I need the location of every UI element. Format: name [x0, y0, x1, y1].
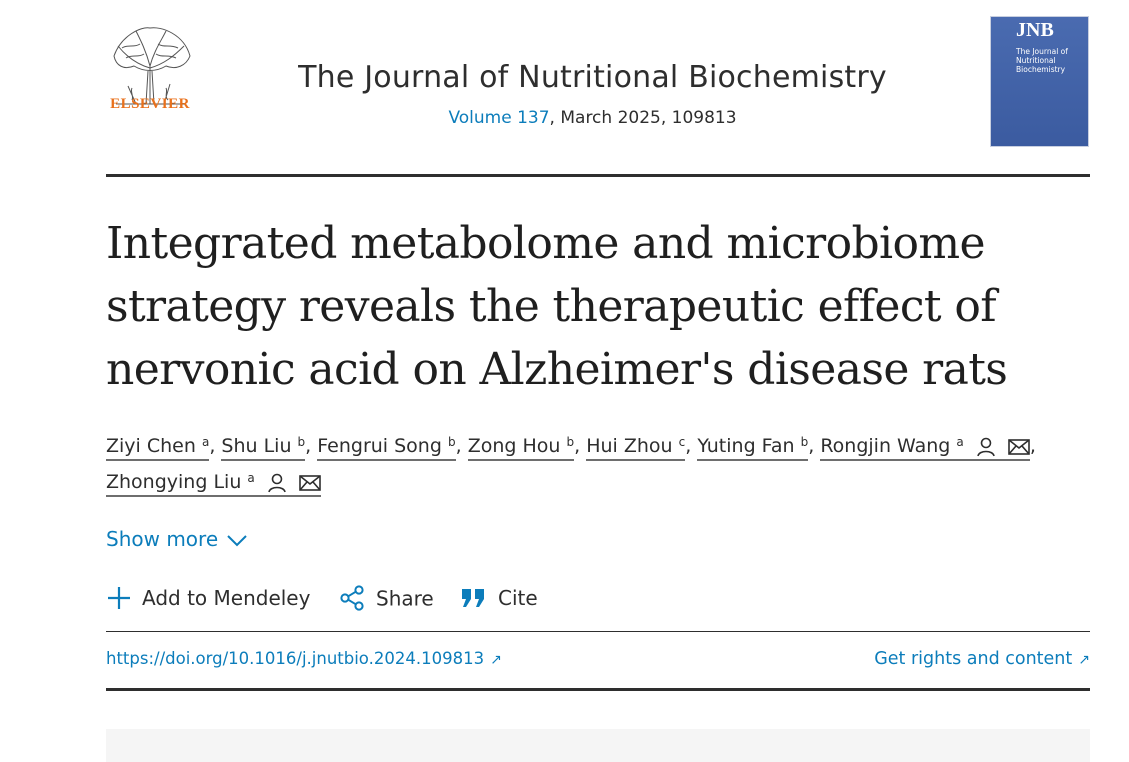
journal-issue-info [200, 108, 985, 128]
issue-details: , March 2025, 109813 [549, 108, 737, 128]
author-link[interactable] [468, 433, 574, 461]
doi-link[interactable] [106, 649, 502, 668]
affiliation-marker: a [956, 435, 964, 449]
affiliation-marker: b [800, 435, 809, 449]
cite-button[interactable] [460, 586, 538, 612]
envelope-icon [1008, 438, 1030, 456]
affiliation-marker: a [247, 471, 255, 485]
rights-link[interactable] [874, 649, 1090, 669]
external-link-icon: ↗ [1078, 652, 1090, 668]
author-link[interactable] [221, 433, 305, 461]
author-link[interactable] [106, 433, 209, 461]
author-name: Shu Liu [221, 435, 292, 457]
author-name: Ziyi Chen [106, 435, 196, 457]
actions-divider [106, 631, 1090, 632]
journal-title[interactable]: The Journal of Nutritional Biochemistry [298, 60, 887, 95]
content-panel [106, 729, 1090, 762]
rights-text: Get rights and content [874, 649, 1073, 669]
quote-icon [460, 586, 488, 610]
author-name: Yuting Fan [697, 435, 795, 457]
share-button[interactable] [338, 586, 434, 614]
author-link[interactable] [317, 433, 455, 461]
author-name: Hui Zhou [586, 435, 673, 457]
article-title: Integrated metabolome and microbiome strategy reveals the therapeutic effect of nervonic acid on Alzheimer's disease rats [106, 218, 1008, 395]
metadata-divider [106, 688, 1090, 691]
author-list: Ziyi Chen $^a$, Shu Liu $^b$, Fengrui Song $^b$, Zong Hou $^b$, Hui Zhou $^c$, Yuting Fan $^b$, Rongjin Wang $^a$ , Zhongying Liu $^a$ [106, 428, 1096, 500]
add-to-mendeley-label: Add to Mendeley [142, 586, 311, 610]
author-name: Zhongying Liu [106, 471, 242, 493]
show-more-label: Show more [106, 527, 219, 551]
share-icon [338, 584, 366, 612]
person-icon [267, 473, 287, 493]
share-label: Share [376, 586, 434, 611]
cover-abbrev: JNB [1016, 19, 1054, 41]
header-divider [106, 174, 1090, 177]
author-name: Zong Hou [467, 435, 561, 457]
journal-cover-thumbnail[interactable] [990, 16, 1089, 147]
affiliation-marker: c [678, 435, 686, 449]
author-name: Rongjin Wang [820, 435, 951, 457]
affiliation-marker: b [297, 435, 306, 449]
affiliation-marker: b [566, 435, 575, 449]
elsevier-wordmark[interactable]: ELSEVIER [110, 96, 190, 112]
plus-icon [106, 585, 132, 611]
cover-title: The Journal of Nutritional Biochemistry [1016, 47, 1068, 74]
affiliation-marker: b [447, 435, 456, 449]
volume-link[interactable]: Volume 137 [448, 108, 550, 128]
envelope-icon [299, 474, 321, 492]
external-link-icon: ↗ [490, 652, 502, 668]
doi-text: https://doi.org/10.1016/j.jnutbio.2024.109813 [106, 649, 485, 668]
author-link[interactable] [586, 433, 685, 461]
show-more-button[interactable] [106, 527, 248, 551]
add-to-mendeley-button[interactable] [106, 586, 310, 613]
author-link[interactable] [106, 469, 321, 497]
chevron-down-icon [226, 534, 248, 548]
cite-label: Cite [498, 586, 538, 610]
author-name: Fengrui Song [317, 435, 442, 457]
affiliation-marker: a [201, 435, 210, 449]
person-icon [976, 437, 996, 457]
author-link[interactable] [820, 433, 1030, 461]
author-link[interactable] [697, 433, 808, 461]
